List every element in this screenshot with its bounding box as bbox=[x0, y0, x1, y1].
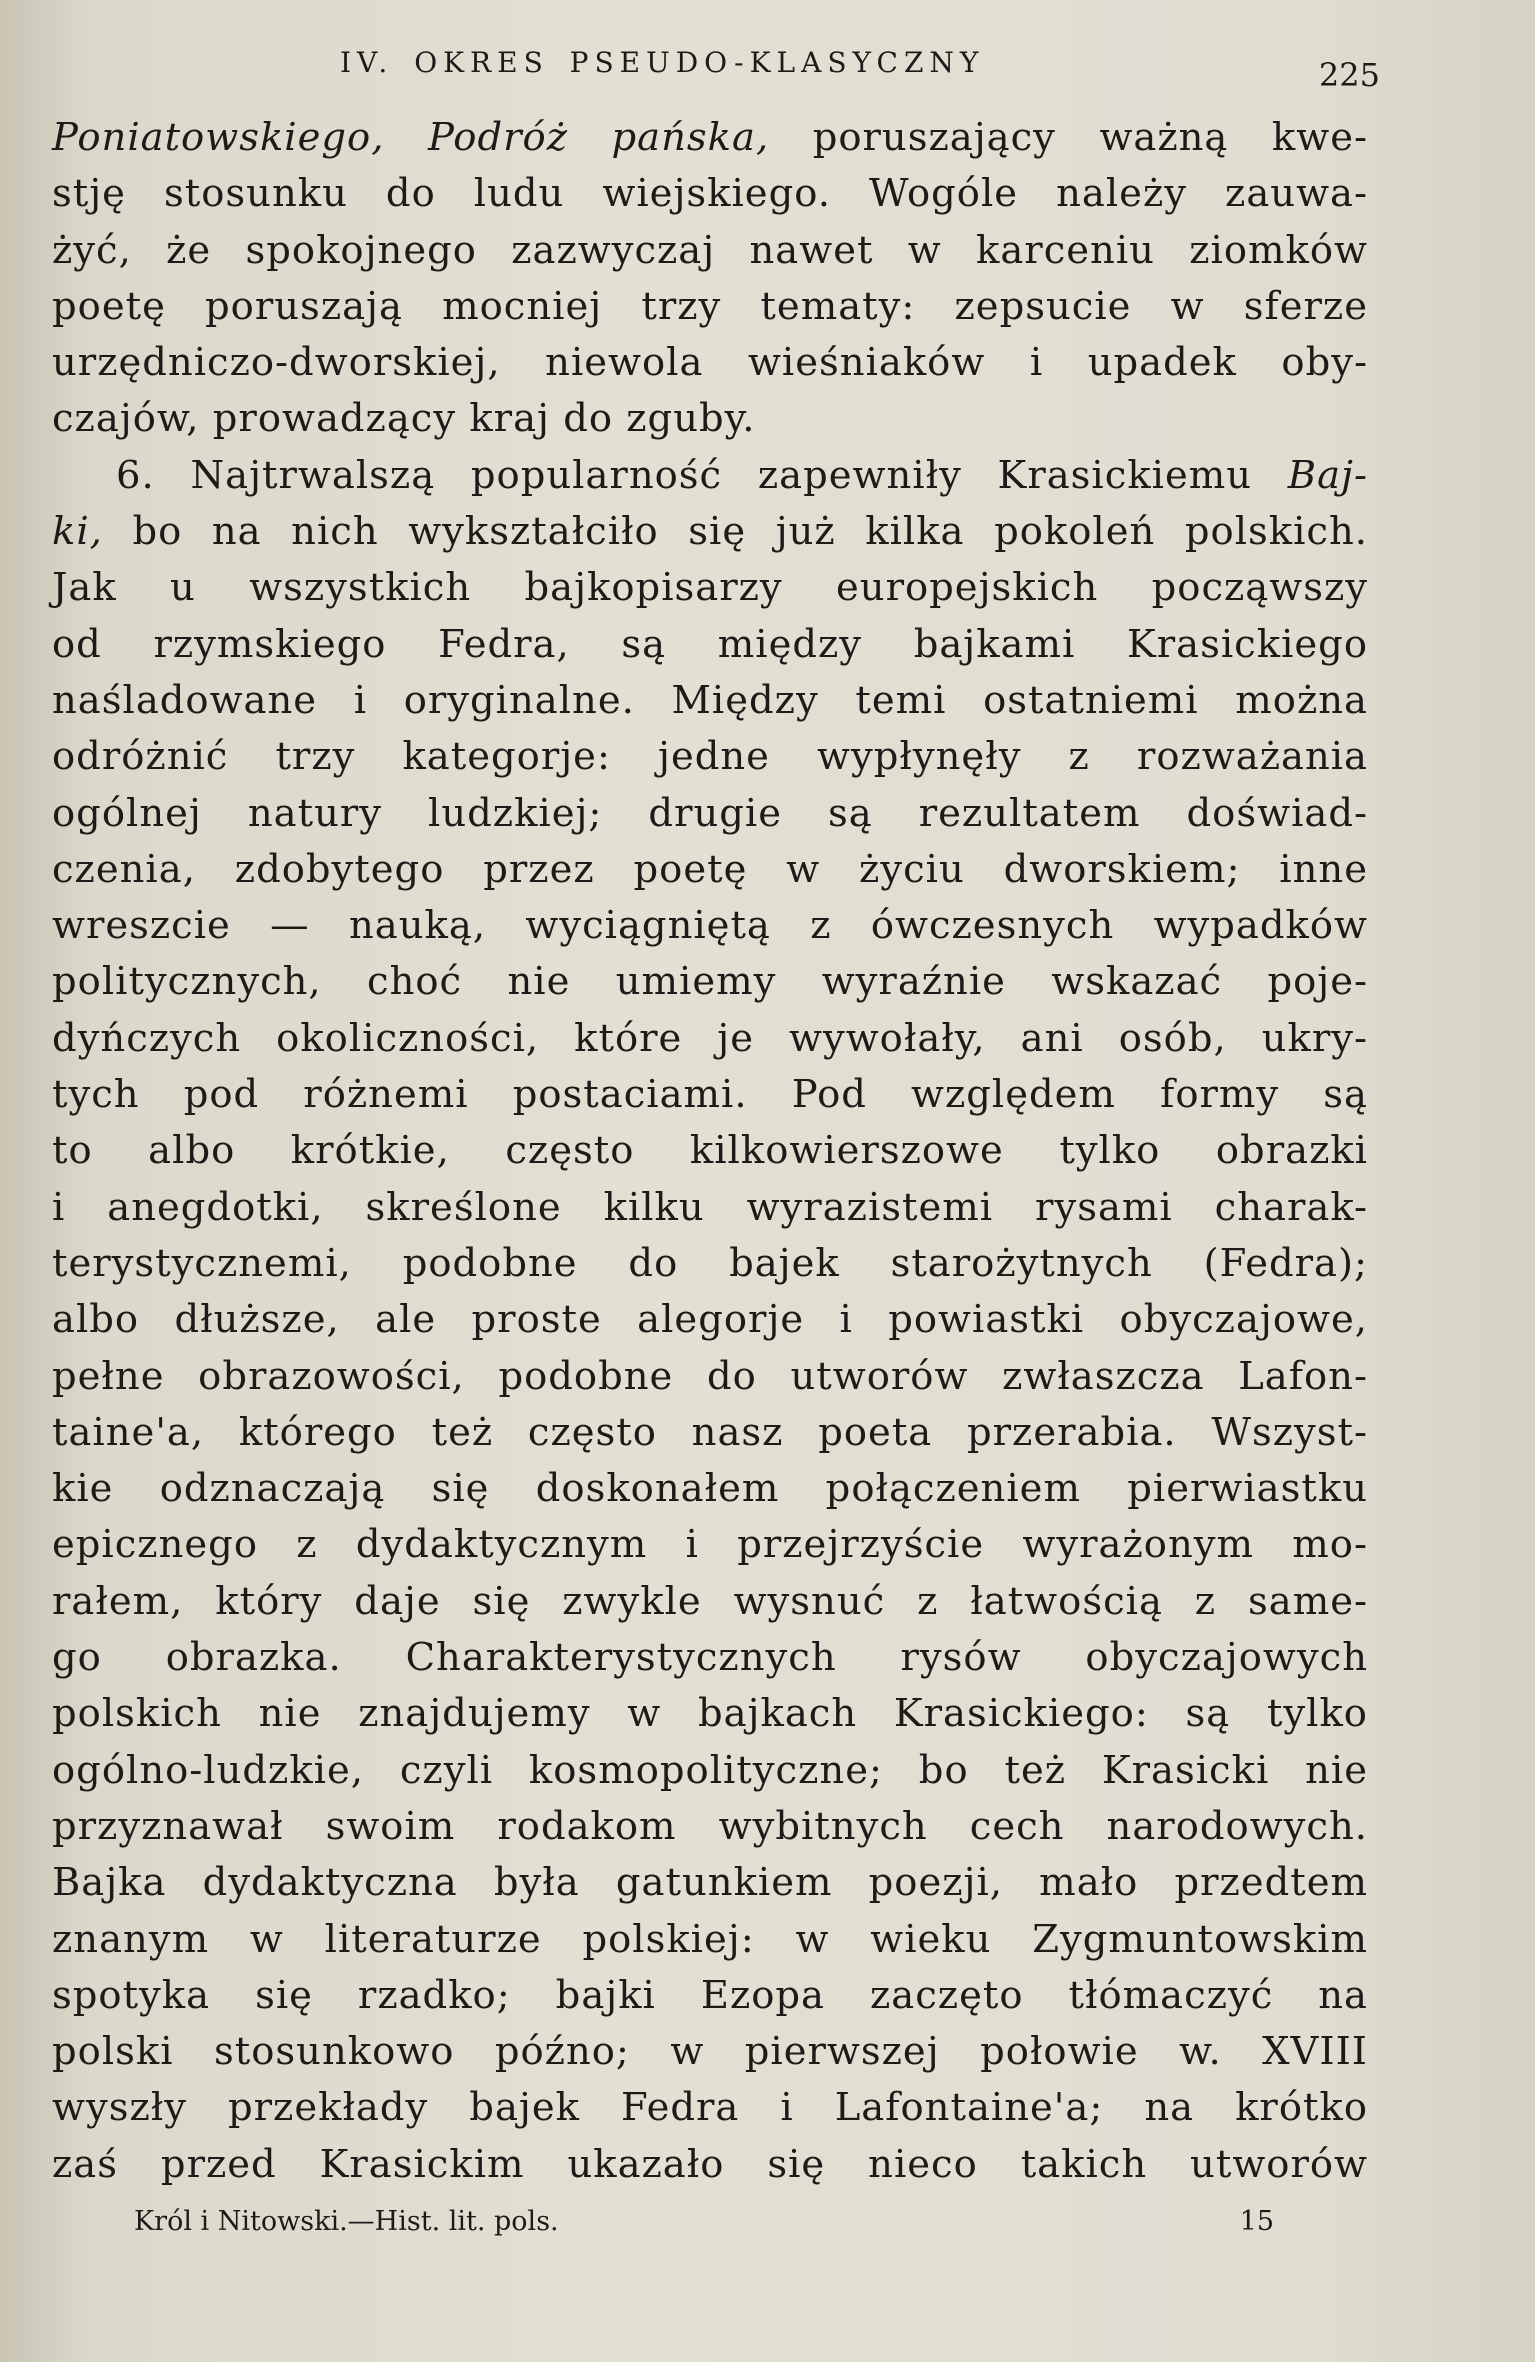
text-line bbox=[52, 842, 1368, 898]
line-text: Jak u wszystkich bajkopisarzy europejskich począwszy bbox=[52, 565, 1368, 611]
line-text: kie odznaczają się doskonałem połączeniem pierwiastku bbox=[52, 1466, 1368, 1512]
text-line bbox=[52, 1067, 1368, 1123]
body-text bbox=[52, 110, 1368, 2193]
text-line bbox=[52, 166, 1368, 222]
text-line bbox=[52, 279, 1368, 335]
text-line bbox=[52, 223, 1368, 279]
line-text: epicznego z dydaktycznym i przejrzyście wyrażonym mo- bbox=[52, 1522, 1368, 1568]
line-text: terystycznemi, podobne do bajek starożytnych (Fedra); bbox=[52, 1240, 1368, 1286]
line-text: polski stosunkowo późno; w pierwszej połowie w. XVIII bbox=[52, 2029, 1368, 2075]
italic-title: ki, bbox=[52, 509, 103, 555]
page-number: 225 bbox=[1318, 56, 1380, 94]
text-line bbox=[52, 1292, 1368, 1348]
text-line bbox=[52, 1517, 1368, 1573]
text-line bbox=[52, 1686, 1368, 1742]
line-text: rałem, który daje się zwykle wysnuć z łatwością z same- bbox=[52, 1578, 1368, 1624]
line-text: tych pod różnemi postaciami. Pod względem formy są bbox=[52, 1072, 1368, 1118]
text-line bbox=[52, 2137, 1368, 2193]
line-text: poetę poruszają mocniej trzy tematy: zepsucie w sferze bbox=[52, 283, 1368, 329]
text-line bbox=[52, 2024, 1368, 2080]
line-text: znanym w literaturze polskiej: w wieku Zygmuntowskim bbox=[52, 1916, 1368, 1962]
text-line bbox=[52, 898, 1368, 954]
line-text: wreszcie — nauką, wyciągniętą z ówczesnych wypadków bbox=[52, 903, 1368, 949]
text-line bbox=[52, 729, 1368, 785]
line-text: czenia, zdobytego przez poetę w życiu dworskiem; inne bbox=[52, 846, 1368, 892]
text-line bbox=[52, 391, 1368, 447]
line-text: albo dłuższe, ale proste alegorje i powiastki obyczajowe, bbox=[52, 1297, 1368, 1343]
italic-title: Poniatowskiego, Podróż pańska, bbox=[52, 115, 770, 160]
text-line bbox=[52, 1912, 1368, 1968]
text-line bbox=[52, 560, 1368, 616]
text-line bbox=[52, 110, 1368, 166]
line-text: politycznych, choć nie umiemy wyraźnie wskazać poje- bbox=[52, 959, 1368, 1005]
line-text: go obrazka. Charakterystycznych rysów obyczajowych bbox=[52, 1635, 1368, 1681]
line-text: poruszający ważną kwe- bbox=[769, 115, 1368, 160]
text-line bbox=[52, 1011, 1368, 1067]
running-head bbox=[340, 46, 1380, 96]
text-line bbox=[52, 1461, 1368, 1517]
line-text: i anegdotki, skreślone kilku wyrazistemi rysami charak- bbox=[52, 1184, 1368, 1230]
running-title: IV. OKRES PSEUDO-KLASYCZNY bbox=[340, 46, 985, 79]
printer-signature: 15 bbox=[1239, 2206, 1274, 2237]
text-line bbox=[52, 617, 1368, 673]
line-text: ogólnej natury ludzkiej; drugie są rezultatem doświad- bbox=[52, 790, 1368, 836]
line-text: dyńczych okoliczności, które je wywołały, ani osób, ukry- bbox=[52, 1015, 1368, 1061]
line-text: od rzymskiego Fedra, są między bajkami Krasickiego bbox=[52, 621, 1368, 667]
text-line bbox=[52, 786, 1368, 842]
text-line bbox=[52, 448, 1368, 504]
line-text: polskich nie znajdujemy w bajkach Krasickiego: są tylko bbox=[52, 1691, 1368, 1737]
text-line bbox=[52, 2080, 1368, 2136]
line-text: przyznawał swoim rodakom wybitnych cech narodowych. bbox=[52, 1803, 1368, 1849]
line-text: czajów, prowadzący kraj do zguby. bbox=[52, 396, 756, 442]
line-text: bo na nich wykształciło się już kilka pokoleń polskich. bbox=[102, 509, 1368, 555]
line-text: ogólno-ludzkie, czyli kosmopolityczne; bo też Krasicki nie bbox=[52, 1747, 1368, 1793]
line-text: stję stosunku do ludu wiejskiego. Wogóle należy zauwa- bbox=[52, 171, 1368, 217]
line-text: naśladowane i oryginalne. Między temi ostatniemi można bbox=[52, 677, 1368, 723]
line-text: pełne obrazowości, podobne do utworów zwłaszcza Lafon- bbox=[52, 1353, 1368, 1399]
footer-book-title: Król i Nitowski.—Hist. lit. pols. bbox=[134, 2206, 559, 2237]
text-line bbox=[52, 673, 1368, 729]
text-line bbox=[52, 1799, 1368, 1855]
text-line bbox=[52, 504, 1368, 560]
italic-title: Baj- bbox=[1287, 452, 1368, 498]
text-line bbox=[52, 1405, 1368, 1461]
text-line bbox=[52, 1968, 1368, 2024]
text-line bbox=[52, 1855, 1368, 1911]
line-text: odróżnić trzy kategorje: jedne wypłynęły z rozważania bbox=[52, 734, 1368, 780]
text-line bbox=[52, 1180, 1368, 1236]
text-line bbox=[52, 335, 1368, 391]
line-text: 6. Najtrwalszą popularność zapewniły Krasickiemu bbox=[116, 452, 1288, 498]
line-text: wyszły przekłady bajek Fedra i Lafontaine'a; na krótko bbox=[52, 2085, 1368, 2131]
line-text: urzędniczo-dworskiej, niewola wieśniaków i upadek oby- bbox=[52, 340, 1368, 386]
text-line bbox=[52, 1349, 1368, 1405]
text-line bbox=[52, 1123, 1368, 1179]
text-line bbox=[52, 954, 1368, 1010]
line-text: żyć, że spokojnego zazwyczaj nawet w karceniu ziomków bbox=[52, 227, 1368, 273]
text-line bbox=[52, 1236, 1368, 1292]
line-text: to albo krótkie, często kilkowierszowe tylko obrazki bbox=[52, 1128, 1368, 1174]
line-text: spotyka się rzadko; bajki Ezopa zaczęto tłómaczyć na bbox=[52, 1972, 1368, 2018]
text-line bbox=[52, 1574, 1368, 1630]
line-text: taine'a, którego też często nasz poeta przerabia. Wszyst- bbox=[52, 1409, 1368, 1455]
line-text: Bajka dydaktyczna była gatunkiem poezji, mało przedtem bbox=[52, 1860, 1368, 1906]
text-line bbox=[52, 1743, 1368, 1799]
page-footer bbox=[134, 2206, 1274, 2246]
text-line bbox=[52, 1630, 1368, 1686]
line-text: zaś przed Krasickim ukazało się nieco takich utworów bbox=[52, 2141, 1368, 2187]
